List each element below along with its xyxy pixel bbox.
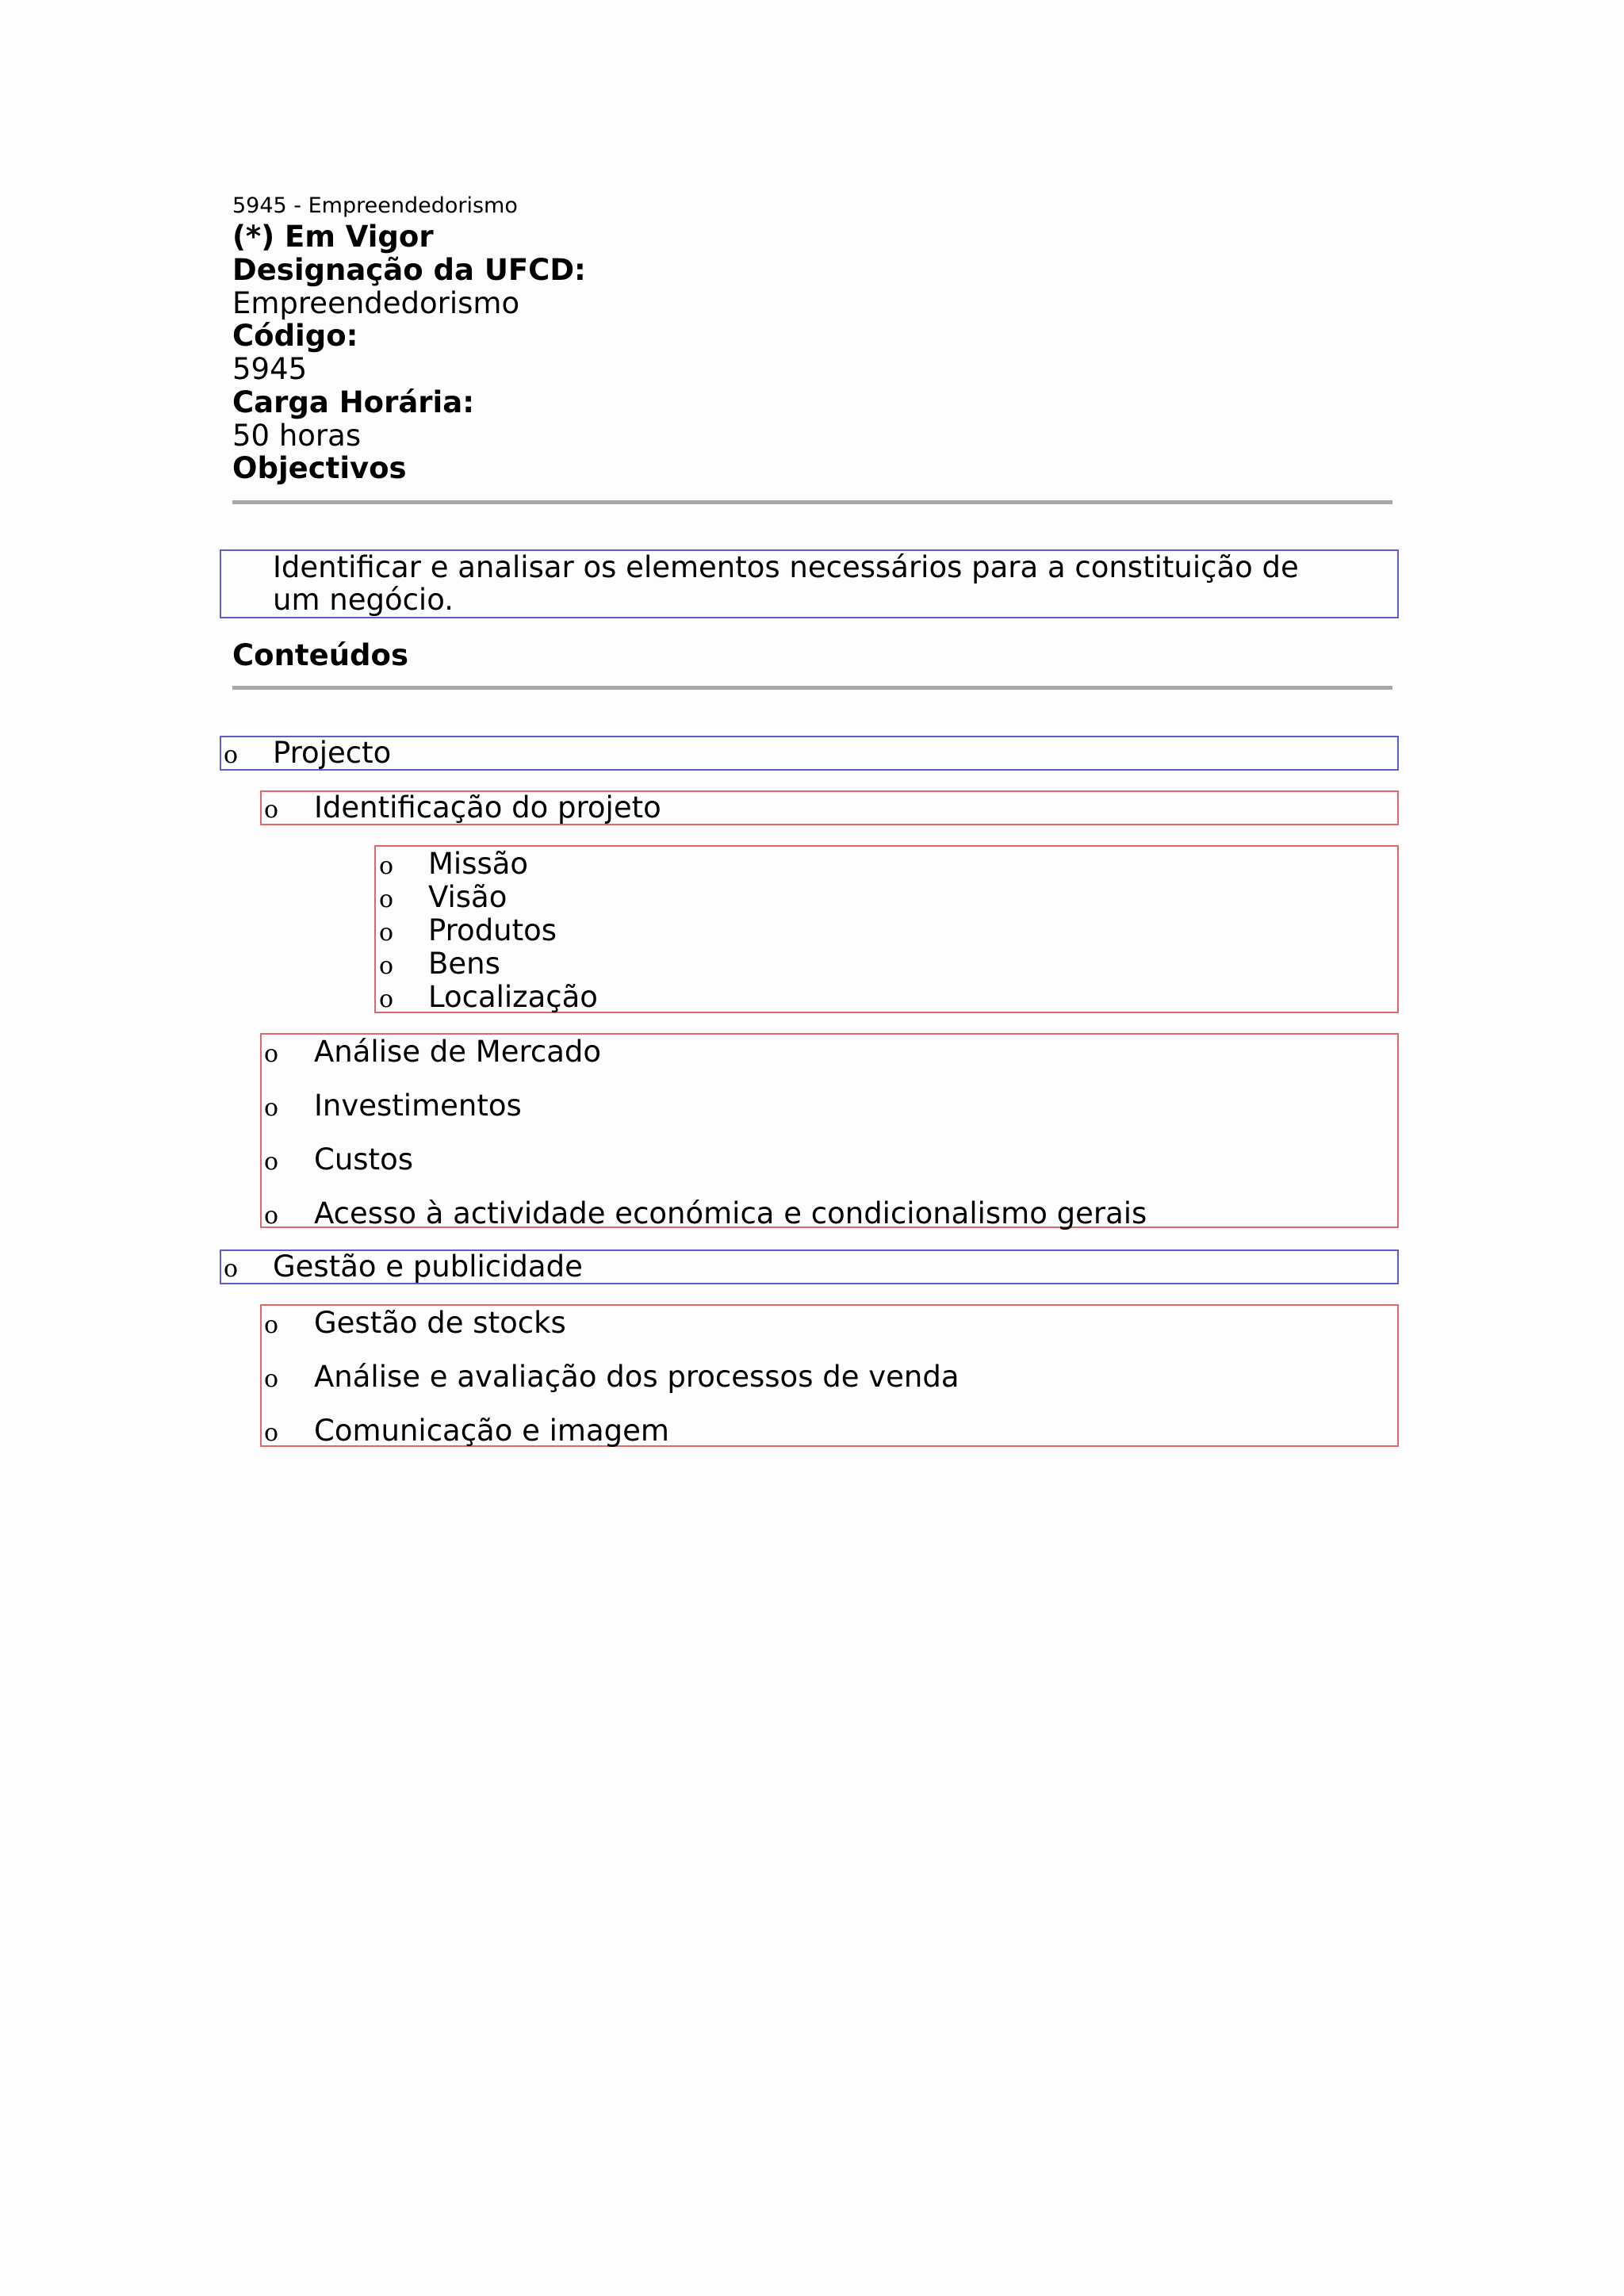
- list-bullet: o: [264, 796, 279, 824]
- codigo-value: 5945: [232, 352, 308, 386]
- list-item: Localização: [428, 980, 598, 1014]
- list-bullet: o: [379, 985, 394, 1013]
- list-item: Custos: [314, 1142, 413, 1177]
- conteudos-divider: [232, 686, 1392, 690]
- list-item: Gestão e publicidade: [273, 1249, 583, 1284]
- list-bullet: o: [264, 1148, 279, 1176]
- objectivos-heading: Objectivos: [232, 451, 407, 485]
- list-bullet: o: [379, 852, 394, 880]
- designacao-label: Designação da UFCD:: [232, 253, 586, 287]
- list-item: Produtos: [428, 913, 557, 947]
- projecto-box: [220, 736, 1399, 771]
- list-bullet: o: [224, 1255, 239, 1283]
- objectivos-text: Identificar e analisar os elementos necessários para a constituição de um negócio.: [273, 550, 1299, 617]
- list-item: Missão: [428, 847, 529, 881]
- list-item: Identificação do projeto: [314, 790, 661, 825]
- document-title-line: 5945 - Empreendedorismo: [232, 193, 518, 218]
- list-bullet: o: [224, 741, 239, 769]
- list-bullet: o: [264, 1094, 279, 1122]
- list-item: Análise de Mercado: [314, 1035, 602, 1069]
- list-bullet: o: [264, 1365, 279, 1393]
- designacao-value: Empreendedorismo: [232, 286, 520, 320]
- list-bullet: o: [379, 886, 394, 913]
- conteudos-heading: Conteúdos: [232, 638, 408, 672]
- list-bullet: o: [264, 1040, 279, 1068]
- list-item: Investimentos: [314, 1089, 522, 1123]
- list-item: Visão: [428, 880, 508, 914]
- list-bullet: o: [379, 952, 394, 980]
- list-bullet: o: [264, 1202, 279, 1230]
- list-bullet: o: [264, 1311, 279, 1339]
- codigo-label: Código:: [232, 319, 358, 353]
- carga-horaria-label: Carga Horária:: [232, 385, 474, 419]
- list-bullet: o: [264, 1419, 279, 1447]
- list-item: Projecto: [273, 736, 392, 770]
- list-item: Comunicação e imagem: [314, 1414, 669, 1448]
- list-item: Bens: [428, 947, 500, 981]
- list-item: Acesso à actividade económica e condicionalismo gerais: [314, 1196, 1147, 1230]
- list-item: Gestão de stocks: [314, 1306, 566, 1340]
- list-bullet: o: [379, 919, 394, 947]
- objectivos-divider: [232, 500, 1392, 504]
- status-heading: (*) Em Vigor: [232, 220, 434, 254]
- carga-horaria-value: 50 horas: [232, 419, 362, 453]
- list-item: Análise e avaliação dos processos de venda: [314, 1360, 959, 1394]
